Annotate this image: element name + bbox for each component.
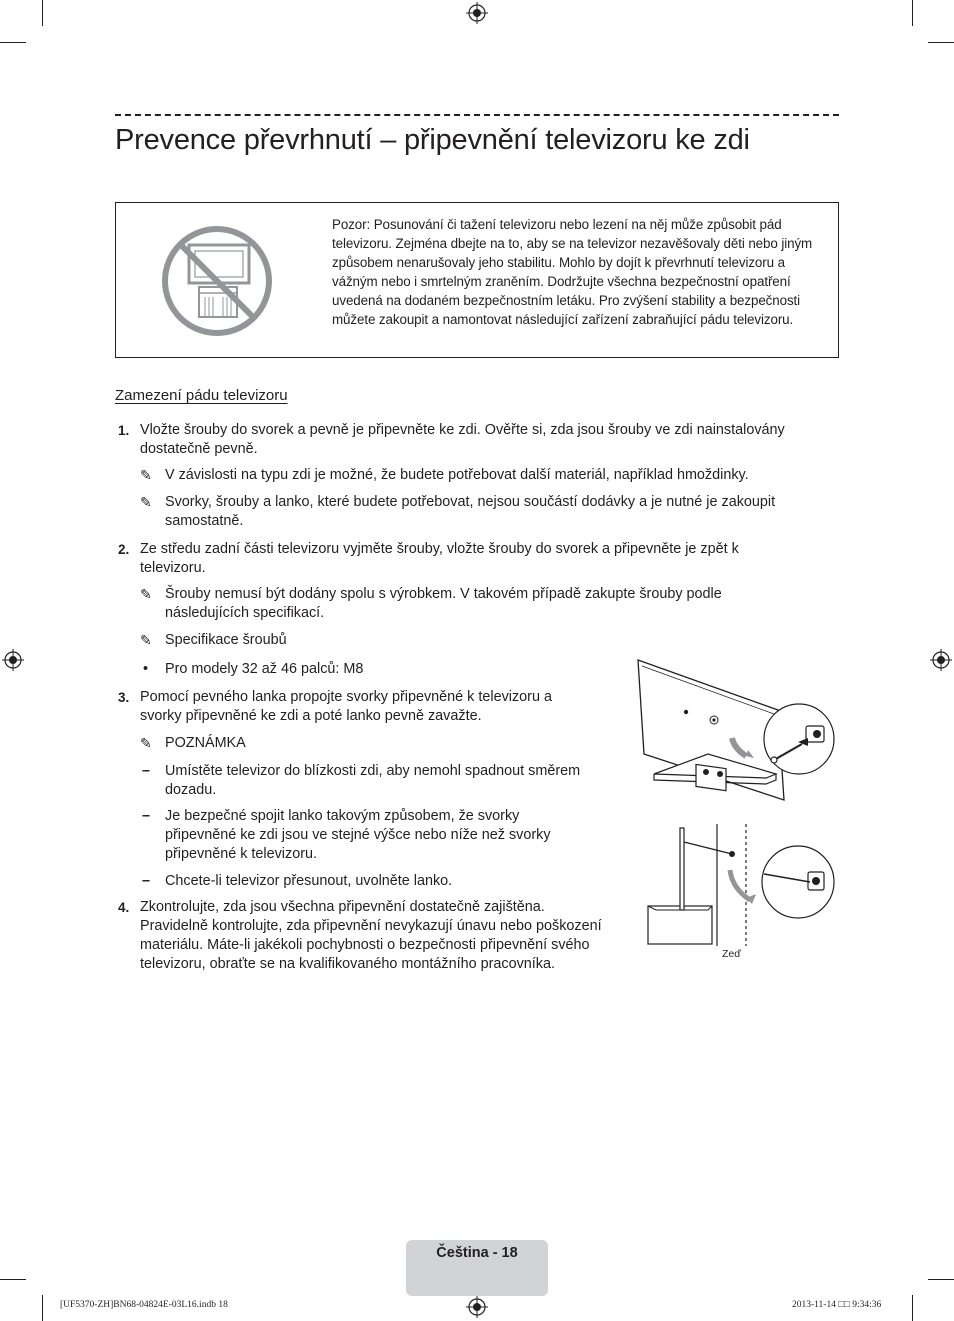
warning-text: Pozor: Posunování či tažení televizoru nebo lezení na něj může způsobit pád televizoru. Zejména dbejte na to, aby se na televizor nezavěšovaly děti nebo jiným způsobem nenarušovaly jeho stabilitu. Mohlo by dojít k převrhnutí televizoru a vážným nebo i smrtelným zraněním. Dodržujte všechna bezpečnostní opatření uvedená na dodaném bezpečnostním letáku. Pro zvýšení stability a bezpečnosti můžete zakoupit a namontovat následující zařízení zabraňující pádu televizoru. bbox=[332, 217, 813, 327]
step-text: Ze středu zadní části televizoru vyjměte šrouby, vložte šrouby do svorek a připevněte je zpět k televizoru. bbox=[140, 541, 739, 576]
step-text: Zkontrolujte, zda jsou všechna připevnění dostatečně zajištěna. Pravidelně kontrolujte, zda připevnění nevykazují únavu nebo poškození materiálu. Máte-li jakékoli pochybnosti o bezpečnosti připevnění svého televizoru, obraťte se na kvalifikovaného montážního pracovníka. bbox=[140, 899, 602, 972]
pencil-note-icon: ✎ bbox=[140, 632, 152, 648]
page-number-tab bbox=[406, 1240, 548, 1296]
step-number: 2. bbox=[118, 542, 130, 557]
step-number: 4. bbox=[118, 900, 130, 915]
crop-mark bbox=[0, 1279, 26, 1280]
section-heading: Zamezení pádu televizoru bbox=[115, 387, 288, 404]
page-label: Čeština - 18 bbox=[436, 1245, 518, 1261]
header-rule bbox=[115, 114, 839, 116]
registration-mark-icon bbox=[930, 649, 952, 671]
file-info: [UF5370-ZH]BN68-04824E-03L16.indb 18 bbox=[60, 1300, 228, 1310]
crop-mark bbox=[928, 1279, 954, 1280]
registration-mark-icon bbox=[466, 2, 488, 24]
wall-bracket-detail-icon bbox=[760, 844, 836, 920]
dash-text: Umístěte televizor do blízkosti zdi, aby nemohl spadnout směrem dozadu. bbox=[165, 763, 581, 798]
note-text: POZNÁMKA bbox=[165, 735, 246, 751]
bullet-symbol: • bbox=[143, 661, 149, 677]
crop-mark bbox=[928, 42, 954, 43]
crop-mark bbox=[912, 1295, 913, 1321]
wall-label: Zeď bbox=[722, 948, 741, 960]
step-number: 3. bbox=[118, 690, 130, 705]
pencil-note-icon: ✎ bbox=[140, 494, 152, 510]
dash-text: Je bezpečné spojit lanko takovým způsobem, že svorky připevněné ke zdi jsou ve stejné výšce nebo níže než svorky připevněné k televizoru. bbox=[165, 808, 551, 862]
note-text: V závislosti na typu zdi je možné, že budete potřebovat další materiál, například hmoždinky. bbox=[165, 467, 749, 483]
crop-mark bbox=[42, 0, 43, 26]
dash-symbol: – bbox=[142, 763, 151, 779]
note-text: Šrouby nemusí být dodány spolu s výrobkem. V takovém případě zakupte šrouby podle následujících specifikací. bbox=[165, 586, 722, 621]
step-text: Vložte šrouby do svorek a pevně je připevněte ke zdi. Ověřte si, zda jsou šrouby ve zdi nainstalovány dostatečně pevně. bbox=[140, 422, 785, 457]
pencil-note-icon: ✎ bbox=[140, 467, 152, 483]
crop-mark bbox=[912, 0, 913, 26]
step-text: Pomocí pevného lanka propojte svorky připevněné k televizoru a svorky připevněné ke zdi a poté lanko pevně zavažte. bbox=[140, 689, 552, 724]
no-tv-on-stand-icon bbox=[159, 223, 275, 339]
step-number: 1. bbox=[118, 423, 130, 438]
note-text: Svorky, šrouby a lanko, které budete potřebovat, nejsou součástí dodávky a je nutné je zakoupit samostatně. bbox=[165, 494, 776, 529]
tv-wall-cable-side-icon bbox=[646, 824, 758, 946]
crop-mark bbox=[42, 1295, 43, 1321]
note-text: Specifikace šroubů bbox=[165, 632, 287, 648]
bullet-text: Pro modely 32 až 46 palců: M8 bbox=[165, 661, 364, 677]
pencil-note-icon: ✎ bbox=[140, 586, 152, 602]
page-title: Prevence převrhnutí – připevnění televizoru ke zdi bbox=[115, 124, 750, 156]
pencil-note-icon: ✎ bbox=[140, 735, 152, 751]
dash-text: Chcete-li televizor přesunout, uvolněte lanko. bbox=[165, 873, 453, 889]
date-info: 2013-11-14 □□ 9:34:36 bbox=[792, 1300, 882, 1310]
bracket-detail-icon bbox=[762, 702, 836, 776]
dash-symbol: – bbox=[142, 808, 151, 824]
registration-mark-icon bbox=[466, 1296, 488, 1318]
dash-symbol: – bbox=[142, 873, 151, 889]
warning-box bbox=[115, 202, 839, 358]
crop-mark bbox=[0, 42, 26, 43]
registration-mark-icon bbox=[2, 649, 24, 671]
